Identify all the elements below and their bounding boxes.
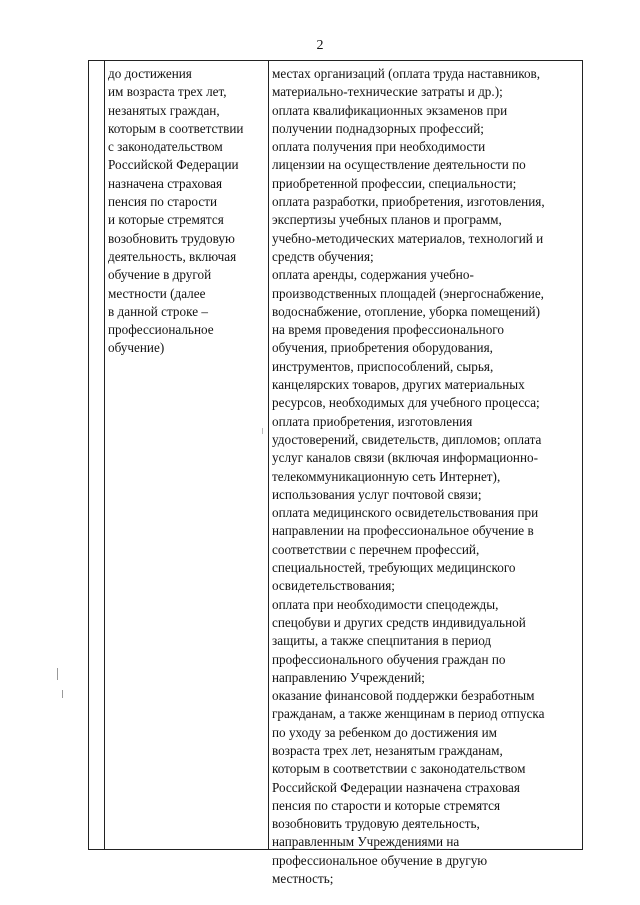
table-border-right (582, 61, 583, 849)
table-cell-left: до достижения им возраста трех лет, незанятых граждан, которым в соответствии с законодательством Российской Федерации назначена страховая пенсия по старости и которые стремятся возобновить трудовую деятельность, включая обучение в другой местности (далее в данной строке – профессиональное обучение) (108, 66, 244, 356)
page-number: 2 (316, 38, 324, 53)
table-border-left (88, 61, 89, 849)
table-border-inner-left (104, 61, 105, 849)
document-table (88, 60, 583, 887)
scan-artifact (262, 428, 263, 434)
scan-artifact (62, 690, 63, 698)
scan-artifact (57, 668, 58, 680)
table-cell-right: местах организаций (оплата труда наставников, материально-технические затраты и др.); оплата квалификационных экзаменов при получении поднадзорных профессий; оплата получения при необходимости лицензии на осуществление деятельности по приобретенной профессии, специальности; оплата разработки, приобретения, изготовления, экспертизы учебных планов и программ, учебно-методических материалов, технологий и средств обучения; оплата аренды, содержания учебно- производственных площадей (энергоснабжение, водоснабжение, отопление, уборка помещений) на время проведения профессионального обучения, приобретения оборудования, инструментов, приспособлений, сырья, канцелярских товаров, других материальных ресурсов, необходимых для учебного процесса; оплата приобретения, изготовления удостоверений, свидетельств, дипломов; оплата услуг каналов связи (включая информационно- телекоммуникационную сеть Интернет), использования услуг почтовой связи; оплата медицинского освидетельствования при направлении на профессиональное обучение в соответствии с перечнем профессий, специальностей, требующих медицинского освидетельствования; оплата при необходимости спецодежды, спецобуви и других средств индивидуальной защиты, а также спецпитания в период профессионального обучения граждан по направлению Учреждений; оказание финансовой поддержки безработным гражданам, а также женщинам в период отпуска по уходу за ребенком до достижения им возраста трех лет, незанятым гражданам, которым в соответствии с законодательством Российской Федерации назначена страховая пенсия по старости и которые стремятся возобновить трудовую деятельность, направленным Учреждениями на профессиональное обучение в другую местность; (272, 66, 545, 887)
table-column-divider (268, 61, 269, 849)
